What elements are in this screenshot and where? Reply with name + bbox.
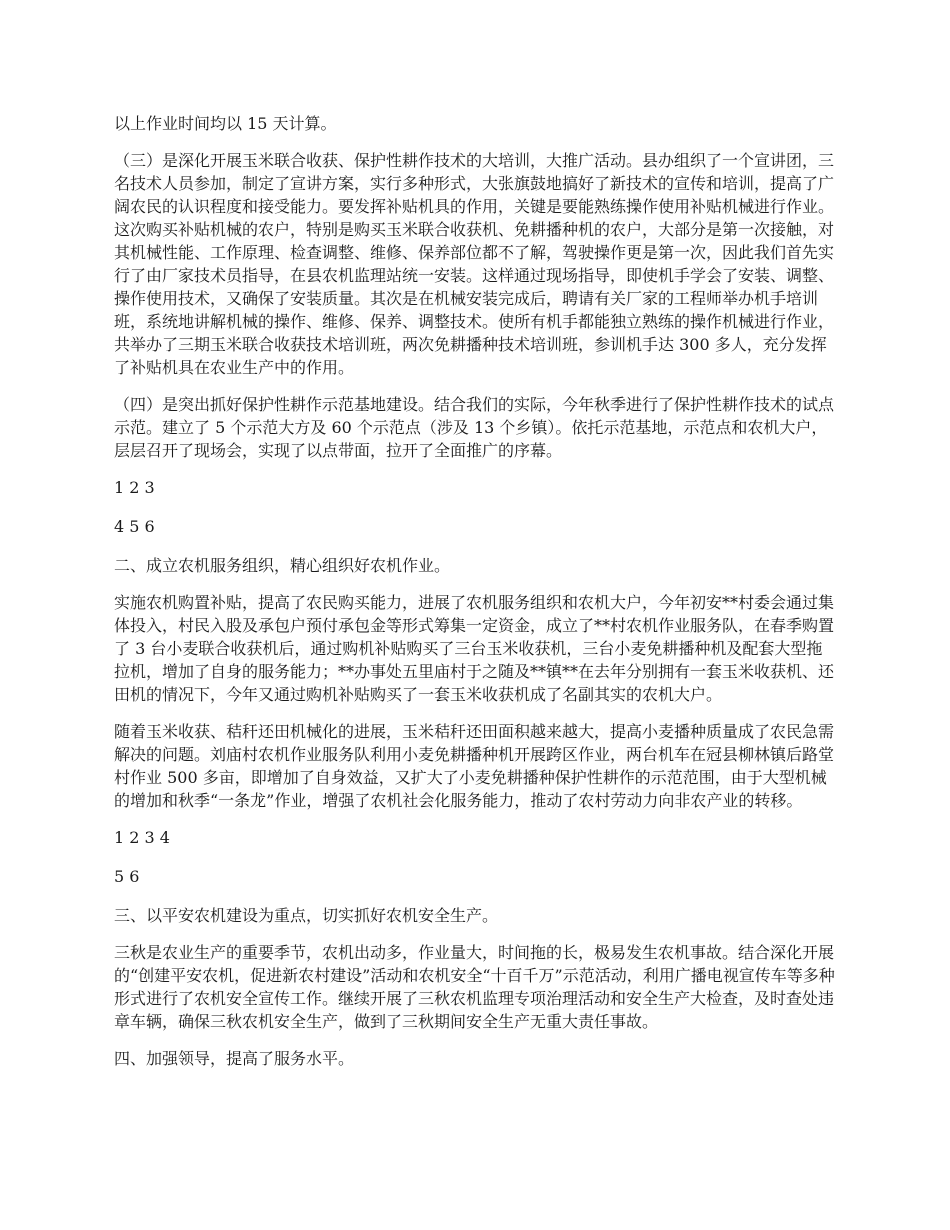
section-heading-leadership: 四、加强领导，提高了服务水平。 [114, 1049, 355, 1068]
paragraph-autumn-safety: 三秋是农业生产的重要季节，农机出动多，作业量大，时间拖的长，极易发生农机事故。结合深化开展的“创建平安农机，促进新农村建设”活动和农机安全“十百千万”示范活动，利用广播电视宣传车等多种形式进行了农机安全宣传工作。继续开展了三秋农机监理专项治理活动和安全生产大检查，及时查处违章车辆，确保三秋农机安全生产，做到了三秋期间安全生产无重大责任事故。 [114, 943, 835, 1031]
number-row: 1 2 3 [114, 478, 155, 497]
section-heading-safety: 三、以平安农机建设为重点，切实抓好农机安全生产。 [114, 906, 499, 925]
paragraph-training-promotion: （三）是深化开展玉米联合收获、保护性耕作技术的大培训，大推广活动。县办组织了一个宣讲团，三名技术人员参加，制定了宣讲方案，实行多种形式，大张旗鼓地搞好了新技术的宣传和培训，提高了广阔农民的认识程度和接受能力。要发挥补贴机具的作用，关键是要能熟练操作使用补贴机械进行作业。这次购买补贴机械的农户，特别是购买玉米联合收获机、免耕播种机的农户，大部分是第一次接触，对其机械性能、工作原理、检查调整、维修、保养部位都不了解，驾驶操作更是第一次，因此我们首先实行了由厂家技术员指导，在县农机监理站统一安装。这样通过现场指导，即使机手学会了安装、调整、操作使用技术，又确保了安装质量。其次是在机械安装完成后，聘请有关厂家的工程师举办机手培训班，系统地讲解机械的操作、维修、保养、调整技术。使所有机手都能独立熟练的操作机械进行作业，共举办了三期玉米联合收获技术培训班，两次免耕播种技术培训班，参训机手达 300 多人，充分发挥了补贴机具在农业生产中的作用。 [114, 151, 835, 377]
paragraph-demonstration-base: （四）是突出抓好保护性耕作示范基地建设。结合我们的实际，今年秋季进行了保护性耕作技术的试点示范。建立了 5 个示范大方及 60 个示范点（涉及 13 个乡镇）。依托示范基地，示范点和农机大户，层层召开了现场会，实现了以点带面，拉开了全面推广的序幕。 [114, 395, 835, 460]
number-row: 1 2 3 4 [114, 828, 170, 847]
number-row: 4 5 6 [114, 517, 155, 536]
paragraph-work-time-note: 以上作业时间均以 15 天计算。 [114, 114, 337, 133]
paragraph-straw-return: 随着玉米收获、秸秆还田机械化的进展，玉米秸秆还田面积越来越大，提高小麦播种质量成了农民急需解决的问题。刘庙村农机作业服务队利用小麦免耕播种机开展跨区作业，两台机车在冠县柳林镇后路堂村作业 500 多亩，即增加了自身效益，又扩大了小麦免耕播种保护性耕作的示范范围，由于大型机械的增加和秋季“一条龙”作业，增强了农机社会化服务能力，推动了农村劳动力向非农产业的转移。 [114, 722, 835, 810]
number-row: 5 6 [114, 867, 140, 886]
paragraph-purchase-subsidy: 实施农机购置补贴，提高了农民购买能力，进展了农机服务组织和农机大户，今年初安**村委会通过集体投入，村民入股及承包户预付承包金等形式筹集一定资金，成立了**村农机作业服务队，在春季购置了 3 台小麦联合收获机后，通过购机补贴购买了三台玉米收获机，三台小麦免耕播种机及配套大型拖拉机，增加了自身的服务能力；**办事处五里庙村于之随及**镇**在去年分别拥有一套玉米收获机、还田机的情况下，今年又通过购机补贴购买了一套玉米收获机成了名副其实的农机大户。 [114, 593, 835, 704]
section-heading-service-organization: 二、成立农机服务组织，精心组织好农机作业。 [114, 556, 451, 575]
